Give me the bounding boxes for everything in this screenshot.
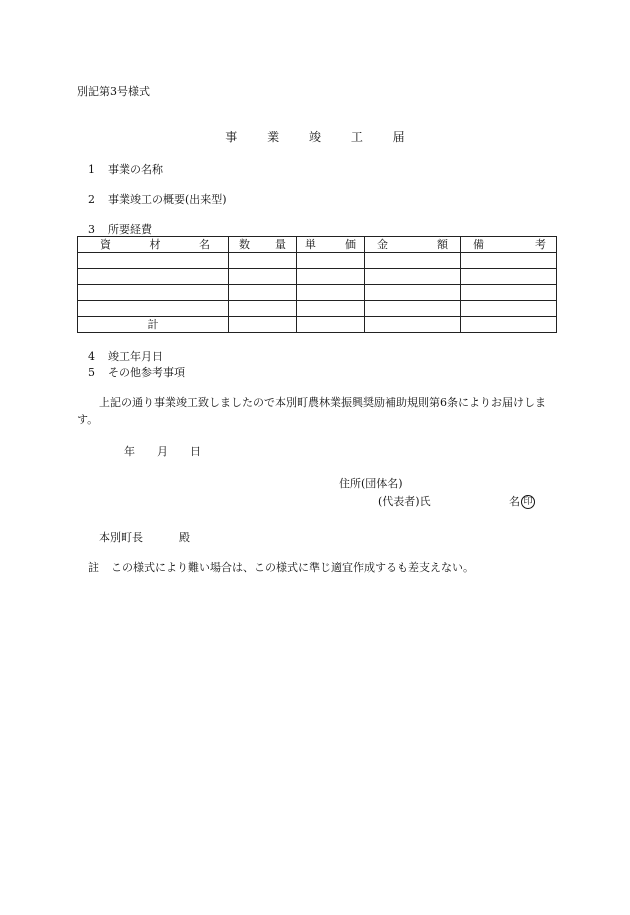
table-cell[interactable] bbox=[461, 269, 557, 285]
table-cell[interactable] bbox=[78, 269, 229, 285]
table-cell[interactable] bbox=[229, 301, 297, 317]
table-cell[interactable] bbox=[365, 269, 461, 285]
table-header-row bbox=[78, 237, 557, 253]
address-label: 住所(団体名) bbox=[339, 477, 403, 490]
title-char: 届 bbox=[392, 130, 405, 144]
form-number: 別記第3号様式 bbox=[77, 85, 150, 98]
table-cell[interactable] bbox=[229, 317, 297, 333]
section-number: 1 bbox=[88, 163, 95, 176]
header-material: 資材名 bbox=[78, 237, 229, 253]
table-cell[interactable] bbox=[78, 253, 229, 269]
section-number: 2 bbox=[88, 193, 95, 206]
section-label: 事業竣工の概要(出来型) bbox=[108, 193, 227, 206]
addressee bbox=[99, 529, 190, 545]
header-unit-price: 単価 bbox=[297, 237, 365, 253]
declaration-text: 上記の通り事業竣工致しましたので本別町農林業振興奨励補助規則第6条によりお届けします。 bbox=[77, 396, 546, 426]
section-number: 5 bbox=[88, 366, 95, 379]
footnote bbox=[88, 559, 474, 575]
table-cell[interactable] bbox=[78, 285, 229, 301]
table-row bbox=[78, 269, 557, 285]
section-5 bbox=[88, 364, 185, 380]
table-cell[interactable] bbox=[365, 301, 461, 317]
section-3 bbox=[88, 221, 152, 237]
table-row bbox=[78, 285, 557, 301]
table-cell[interactable] bbox=[229, 253, 297, 269]
month-label: 月 bbox=[157, 445, 168, 458]
table-cell[interactable] bbox=[297, 285, 365, 301]
section-1 bbox=[88, 161, 163, 177]
name-with-seal bbox=[509, 493, 535, 509]
cost-table bbox=[77, 236, 557, 333]
table-cell[interactable] bbox=[297, 317, 365, 333]
section-label: その他参考事項 bbox=[108, 366, 185, 379]
table-cell[interactable] bbox=[461, 301, 557, 317]
table-row bbox=[78, 253, 557, 269]
note-mark: 註 bbox=[88, 561, 99, 574]
honorific: 殿 bbox=[179, 531, 190, 544]
document-title bbox=[0, 128, 630, 145]
table-cell[interactable] bbox=[297, 269, 365, 285]
title-char: 業 bbox=[267, 130, 280, 144]
title-char: 事 bbox=[225, 130, 238, 144]
table-cell[interactable] bbox=[365, 285, 461, 301]
section-4 bbox=[88, 348, 163, 364]
table-cell[interactable] bbox=[297, 253, 365, 269]
table-cell[interactable] bbox=[461, 253, 557, 269]
addressee-name: 本別町長 bbox=[99, 531, 143, 544]
name-label: 名 bbox=[509, 495, 520, 508]
header-amount: 金額 bbox=[365, 237, 461, 253]
representative-label: (代表者)氏 bbox=[378, 495, 431, 508]
header-quantity: 数量 bbox=[229, 237, 297, 253]
title-char: 工 bbox=[350, 130, 363, 144]
table-total-row bbox=[78, 317, 557, 333]
year-label: 年 bbox=[124, 445, 135, 458]
header-remarks: 備考 bbox=[461, 237, 557, 253]
note-text: この様式により難い場合は、この様式に準じ適宜作成するも差支えない。 bbox=[111, 561, 474, 574]
table-cell[interactable] bbox=[461, 317, 557, 333]
table-row bbox=[78, 301, 557, 317]
table-cell[interactable] bbox=[461, 285, 557, 301]
section-number: 4 bbox=[88, 350, 95, 363]
section-number: 3 bbox=[88, 223, 95, 236]
table-cell[interactable] bbox=[78, 301, 229, 317]
table-cell[interactable] bbox=[365, 317, 461, 333]
section-label: 所要経費 bbox=[108, 223, 152, 236]
section-2 bbox=[88, 191, 227, 207]
table-cell[interactable] bbox=[297, 301, 365, 317]
table-cell[interactable] bbox=[229, 269, 297, 285]
total-label: 計 bbox=[78, 317, 229, 333]
section-label: 事業の名称 bbox=[108, 163, 163, 176]
section-label: 竣工年月日 bbox=[108, 350, 163, 363]
seal-icon: 印 bbox=[521, 495, 535, 509]
table-cell[interactable] bbox=[229, 285, 297, 301]
day-label: 日 bbox=[190, 445, 201, 458]
table-cell[interactable] bbox=[365, 253, 461, 269]
title-char: 竣 bbox=[308, 130, 321, 144]
date-line bbox=[124, 443, 223, 459]
